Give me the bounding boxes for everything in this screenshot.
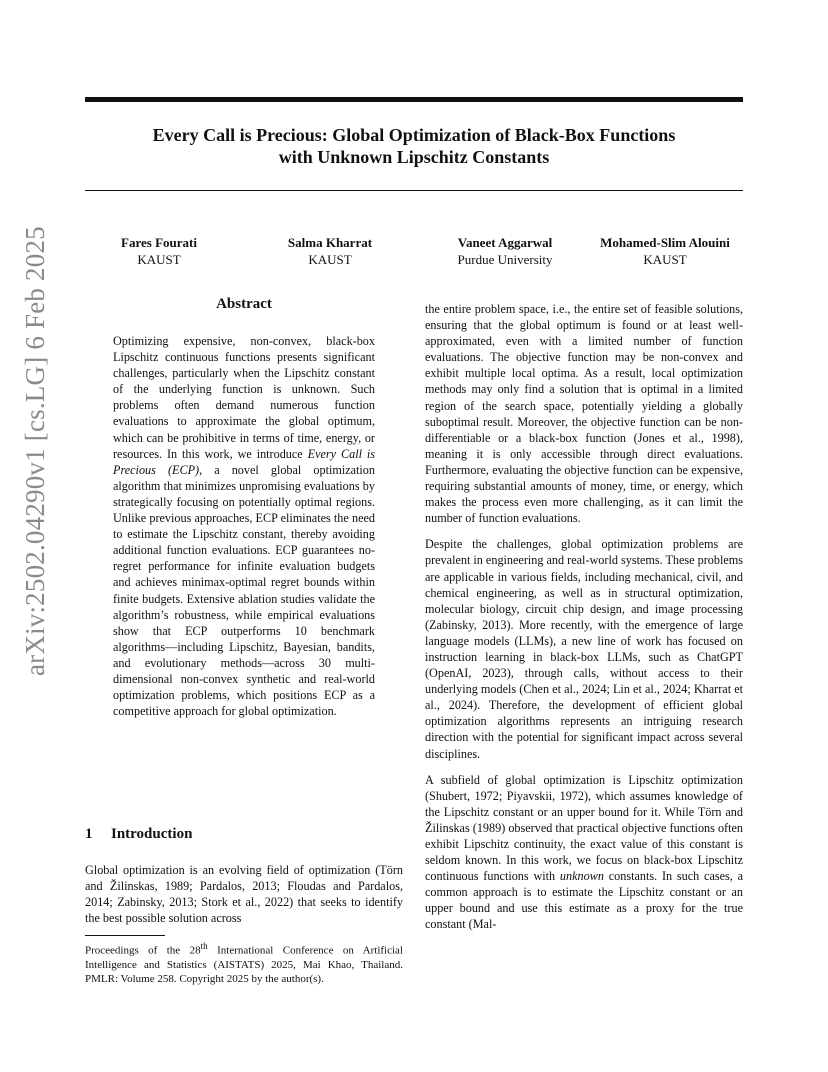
footnote-part-a: Proceedings of the 28	[85, 944, 201, 957]
arxiv-identifier[interactable]: arXiv:2502.04290v1 [cs.LG] 6 Feb 2025	[20, 226, 50, 676]
footnote-part-b: International Conference on Artificial Intelligence and Statistics (AISTATS) 2025, Mai Khao, Thailand. PMLR: Volume 258. Copyright 2025 by the author(s).	[85, 944, 403, 986]
abstract-heading: Abstract	[216, 296, 272, 312]
author-name: Fares Fourati	[121, 235, 197, 250]
title-rule	[85, 190, 743, 191]
right-column	[425, 301, 743, 943]
footnote	[85, 939, 403, 987]
body-paragraph	[425, 772, 743, 933]
abstract-text	[113, 333, 375, 719]
paragraph-part-a: A subfield of global optimization is Lipschitz optimization (Shubert, 1972; Piyavskii, 1972), which assumes knowledge of the Lipschitz constant or an upper bound for it. While Törn and Žilinskas (1989) observed that practical objective functions often exhibit Lipschitz continuity, the exact value of this constant is seldom known. In this work, we focus on black-box Lipschitz continuous functions with	[425, 772, 743, 884]
section-number: 1	[85, 826, 93, 842]
paper-title	[85, 124, 743, 168]
abstract-method-name: Every Call is Precious (ECP)	[113, 446, 376, 477]
title-line-2: with Unknown Lipschitz Constants	[278, 147, 550, 167]
abstract-part-b: , a novel global optimization algorithm that minimizes unpromising evaluations by strategically focusing on potentially optimal regions. Unlike previous approaches, ECP eliminates the need to estimate the Lipschitz constant, thereby avoiding additional function evaluations. ECP guarantees no-regret performance for infinite evaluation budgets and achieves minimax-optimal regret bounds within finite budgets. Extensive ablation studies validate the algorithm’s robustness, while empirical evaluations show that ECP outperforms 10 benchmark algorithms—including Lipschitz, Bayesian, bandits, and evolutionary methods—across 30 multi-dimensional non-convex synthetic and real-world optimization problems, which positions ECP as a competitive approach for global optimization.	[113, 462, 375, 719]
author-affiliation: Purdue University	[457, 252, 553, 267]
body-paragraph: the entire problem space, i.e., the entire set of feasible solutions, ensuring that the global optimum is found or at least well-approximated, even with a limited number of function evaluations. The objective function may be non-convex and exhibit multiple local optima. As a result, local optimization methods may only find a solution that is optimal in a limited region of the search space, potentially yielding a globally suboptimal result. Moreover, the objective function can be non-differentiable or a black-box function (Jones et al., 1998), meaning it is only accessible through direct evaluations. Furthermore, evaluating the objective function can be expensive, requiring substantial amounts of money, time, or energy, which makes the process even more challenging, as it can limit the number of function evaluations.	[425, 302, 743, 526]
body-paragraph: Despite the challenges, global optimization problems are prevalent in engineering and real-world systems. These problems are applicable in various fields, including mechanical, civil, and chemical engineering, as well as in structural optimization, molecular biology, circuit chip design, and image processing (Zabinsky, 2013). More recently, with the emergence of large language models (LLMs), a new line of work has focused on instruction learning in black-box LLMs, such as ChatGPT (OpenAI, 2023), through calls, without access to their underlying models (Chen et al., 2024; Lin et al., 2024; Kharrat et al., 2024). Therefore, the development of efficient global optimization algorithms represents an intriguing research direction with the potential for significant impact across several disciplines.	[425, 537, 743, 761]
footnote-rule	[85, 935, 165, 936]
emphasis-unknown: unknown	[559, 869, 604, 884]
author-name: Vaneet Aggarwal	[457, 235, 553, 250]
section-heading-introduction	[85, 826, 192, 843]
title-line-1: Every Call is Precious: Global Optimization of Black-Box Functions	[152, 125, 676, 145]
author-name: Salma Kharrat	[287, 235, 373, 250]
top-rule	[85, 97, 743, 102]
author-block	[585, 234, 745, 268]
author-affiliation: KAUST	[643, 252, 687, 267]
author-list	[85, 234, 743, 274]
author-affiliation: KAUST	[308, 252, 352, 267]
paragraph-part-b: constants. In such cases, a common approach is to estimate the Lipschitz constant or an upper bound and use this estimate as a proxy for the true constant (Mal-	[425, 869, 743, 932]
author-name: Mohamed-Slim Alouini	[600, 235, 730, 250]
footnote-superscript: th	[200, 941, 208, 951]
author-affiliation: KAUST	[137, 252, 181, 267]
author-block	[425, 234, 585, 268]
author-block	[255, 234, 405, 268]
author-block	[85, 234, 233, 268]
section-title: Introduction	[111, 826, 193, 842]
abstract-part-a: Optimizing expensive, non-convex, black-box Lipschitz continuous functions presents significant challenges, particularly when the Lipschitz constant of the underlying function is unknown. Such problems often demand numerous function evaluations to approximate the global optimum, which can be prohibitive in terms of time, energy, or resources. In this work, we introduce	[113, 334, 375, 461]
introduction-paragraph: Global optimization is an evolving field of optimization (Törn and Žilinskas, 1989; Pardalos, 2013; Floudas and Pardalos, 2014; Zabinsky, 2013; Stork et al., 2022) that seeks to identify the best possible solution across	[85, 863, 403, 926]
